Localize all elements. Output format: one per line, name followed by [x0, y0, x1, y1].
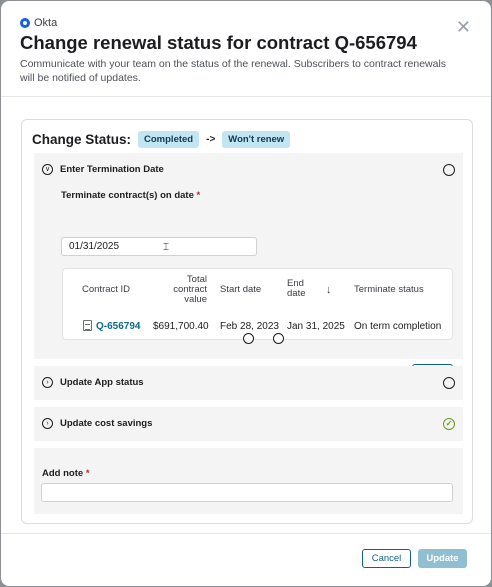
change-status-label: Change Status:	[32, 132, 132, 147]
termination-date-label-text: Terminate contract(s) on date	[61, 190, 194, 201]
cell-terminate-status: On term completion	[354, 321, 442, 332]
header-divider	[1, 96, 491, 97]
contract-id-link[interactable]: Q-656794	[96, 321, 141, 332]
okta-brand-name: Okta	[34, 17, 58, 29]
text-cursor-icon: ⌶	[163, 242, 169, 253]
sort-down-icon[interactable]: ↓	[326, 284, 332, 296]
th-contract-id: Contract ID	[82, 284, 131, 295]
status-from-badge: Completed	[138, 131, 199, 148]
app-status-header[interactable]	[42, 377, 144, 388]
chevron-right-icon[interactable]: ›	[42, 377, 53, 388]
termination-section-title: Enter Termination Date	[60, 164, 164, 175]
app-status-section[interactable]	[34, 366, 463, 400]
drag-handle-icon[interactable]	[273, 333, 284, 344]
termination-section-header[interactable]	[42, 164, 164, 175]
app-status-title: Update App status	[60, 377, 144, 388]
add-note-label	[42, 468, 90, 479]
th-end-date[interactable]: End date	[287, 278, 306, 299]
add-note-label-text: Add note	[42, 468, 84, 479]
contracts-table	[62, 268, 453, 340]
add-note-input[interactable]	[41, 483, 453, 502]
cost-savings-title: Update cost savings	[60, 418, 153, 429]
incomplete-status-icon	[443, 377, 455, 389]
change-status-row	[32, 131, 290, 148]
update-button[interactable]: Update	[418, 549, 467, 568]
incomplete-status-icon	[443, 164, 455, 176]
cell-end-date: Jan 31, 2025	[287, 321, 345, 332]
status-to-badge: Won't renew	[222, 131, 290, 148]
cancel-button[interactable]: Cancel	[362, 549, 411, 568]
dialog-description: Communicate with your team on the status of the renewal. Subscribers to contract renewals will be notified of updates.	[20, 58, 447, 84]
renewal-status-dialog	[1, 1, 491, 586]
close-icon[interactable]: ✕	[455, 17, 471, 37]
termination-date-label	[61, 190, 200, 201]
termination-section	[34, 153, 463, 359]
okta-logo-icon	[20, 18, 30, 28]
chevron-right-icon[interactable]: ›	[42, 418, 53, 429]
termination-date-input[interactable]	[61, 237, 257, 256]
check-circle-icon: ✓	[443, 418, 455, 430]
cell-start-date: Feb 28, 2023	[220, 321, 279, 332]
dialog-title: Change renewal status for contract Q-656794	[20, 32, 417, 53]
chevron-down-icon[interactable]: ∨	[42, 164, 53, 175]
footer-divider	[1, 533, 491, 534]
cell-total-value: $691,700.40	[153, 321, 209, 332]
change-status-card	[21, 119, 473, 524]
th-start-date[interactable]: Start date	[220, 284, 262, 295]
cost-savings-section[interactable]	[34, 407, 463, 441]
cost-savings-header[interactable]	[42, 418, 152, 429]
status-arrow: ->	[206, 134, 216, 145]
required-mark: *	[196, 190, 201, 201]
required-mark: *	[85, 468, 90, 479]
note-section	[34, 448, 463, 514]
drag-handle-icon[interactable]	[243, 333, 254, 344]
okta-brand	[20, 17, 57, 29]
th-terminate-status: Terminate status	[354, 284, 424, 295]
document-icon	[83, 320, 92, 331]
th-total-value: Total contract value	[173, 274, 207, 305]
